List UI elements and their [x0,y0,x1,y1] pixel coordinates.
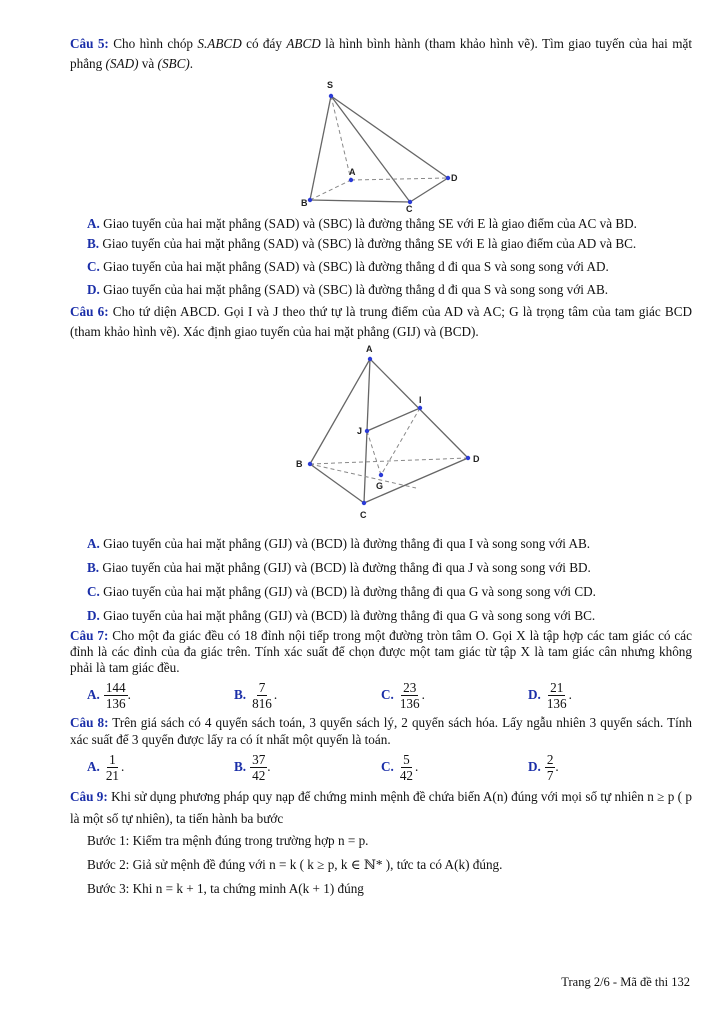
question-8: Câu 8: Trên giá sách có 4 quyển sách toán, 3 quyển sách lý, 2 quyển sách hóa. Lấy ngẫu nhiên 3 quyển sách. Tính xác suất để 3 quyển được lấy ra có ít nhất một quyển là toán. [70,715,692,747]
q6-option-a: A. Giao tuyến của hai mặt phẳng (GIJ) và (BCD) là đường thẳng đi qua I và song song với AB. [87,536,591,551]
q9-step-2: Bước 2: Giả sử mệnh đề đúng với n = k ( k ≥ p, k ∈ ℕ* ), tức ta có A(k) đúng. [87,857,503,872]
vertex-a-label: A [366,344,373,354]
pyramid-figure [70,74,692,214]
page-footer: Trang 2/6 - Mã đề thi 132 [561,975,690,989]
pyramid-diagram [70,74,692,214]
vertex-s-label: S [327,80,334,90]
q8-answer-a: A. $\frac{1}{21}$ . [87,751,125,783]
vertex-c-label: C [406,204,413,214]
q6-option-b: B. Giao tuyến của hai mặt phẳng (GIJ) và (BCD) là đường thẳng đi qua J và song song với BD. [87,560,591,575]
q7-answer-b: B. $\frac{7}{816}$ . [234,679,278,711]
q8-answer-d: D. $\frac{2}{7}$ . [528,751,559,783]
question-5: Câu 5: Cho hình chóp S.ABCD có đáy ABCD là hình bình hành (tham khảo hình vẽ). Tìm giao tuyến của hai mặt phẳng (SAD) và (SBC). [70,36,693,71]
point-g-label: G [376,481,384,491]
q9-step-3: Bước 3: Khi n = k + 1, ta chứng minh A(k + 1) đúng [87,881,364,896]
q5-option-c: C. Giao tuyến của hai mặt phẳng (SAD) và (SBC) là đường thẳng d đi qua S và song song với AD. [87,259,609,274]
vertex-c-label: C [360,510,367,520]
question-8-label: Câu 8: [70,715,109,730]
question-7: Câu 7: Cho một đa giác đều có 18 đỉnh nội tiếp trong một đường tròn tâm O. Gọi X là tập hợp các tam giác có các đỉnh là các đỉnh của đa giác trên. Tính xác suất để chọn được một tam giác từ tập X là tam giác cân nhưng không phải là tam giác đều. [70,628,692,675]
q7-answers [70,676,692,714]
q5-option-b: B. Giao tuyến của hai mặt phẳng (SAD) và (SBC) là đường thẳng SE với E là giao điểm của AD và BC. [87,236,637,251]
question-9-label: Câu 9: [70,789,108,804]
q7-answer-d: D. $\frac{21}{136}$ . [528,679,572,711]
q5-option-a: A. Giao tuyến của hai mặt phẳng (SAD) và (SBC) là đường thẳng SE với E là giao điểm của AC và BD. [87,216,637,231]
q8-answer-b: B. $\frac{37}{42}$ . [234,751,271,783]
vertex-b-label: B [301,198,308,208]
vertex-d-label: D [451,173,458,183]
question-9: Câu 9: Khi sử dụng phương pháp quy nạp để chứng minh mệnh đề chứa biến A(n) đúng với mọi số tự nhiên n ≥ p ( p là một số tự nhiên), ta tiến hành ba bước [70,789,693,826]
point-j-label: J [357,426,363,436]
q5-option-d: D. Giao tuyến của hai mặt phẳng (SAD) và (SBC) là đường thẳng d đi qua S và song song với AB. [87,282,609,297]
question-6: Câu 6: Cho tứ diện ABCD. Gọi I và J theo thứ tự là trung điểm của AD và AC; G là trọng tâm của tam giác BCD (tham khảo hình vẽ). Xác định giao tuyến của hai mặt phẳng (GIJ) và (BCD). [70,304,693,339]
tetrahedron-diagram [70,342,692,532]
vertex-a-label: A [349,167,356,177]
vertex-d-label: D [473,454,480,464]
question-6-label: Câu 6: [70,304,109,319]
point-i-label: I [419,395,422,405]
q8-answers [70,748,692,786]
tetrahedron-figure [70,342,692,532]
q7-answer-a: A. $\frac{144}{136}$ . [87,679,131,711]
q9-step-1: Bước 1: Kiểm tra mệnh đúng trong trường hợp n = p. [87,833,369,848]
question-7-label: Câu 7: [70,628,109,643]
q8-answer-c: C. $\frac{5}{42}$ . [381,751,419,783]
question-5-label: Câu 5: [70,36,109,51]
q6-option-d: D. Giao tuyến của hai mặt phẳng (GIJ) và (BCD) là đường thẳng đi qua G và song song với BC. [87,608,596,623]
vertex-b-label: B [296,459,303,469]
exam-page [70,34,692,900]
q7-answer-c: C. $\frac{23}{136}$ . [381,679,425,711]
q6-option-c: C. Giao tuyến của hai mặt phẳng (GIJ) và (BCD) là đường thẳng đi qua G và song song với CD. [87,584,596,599]
